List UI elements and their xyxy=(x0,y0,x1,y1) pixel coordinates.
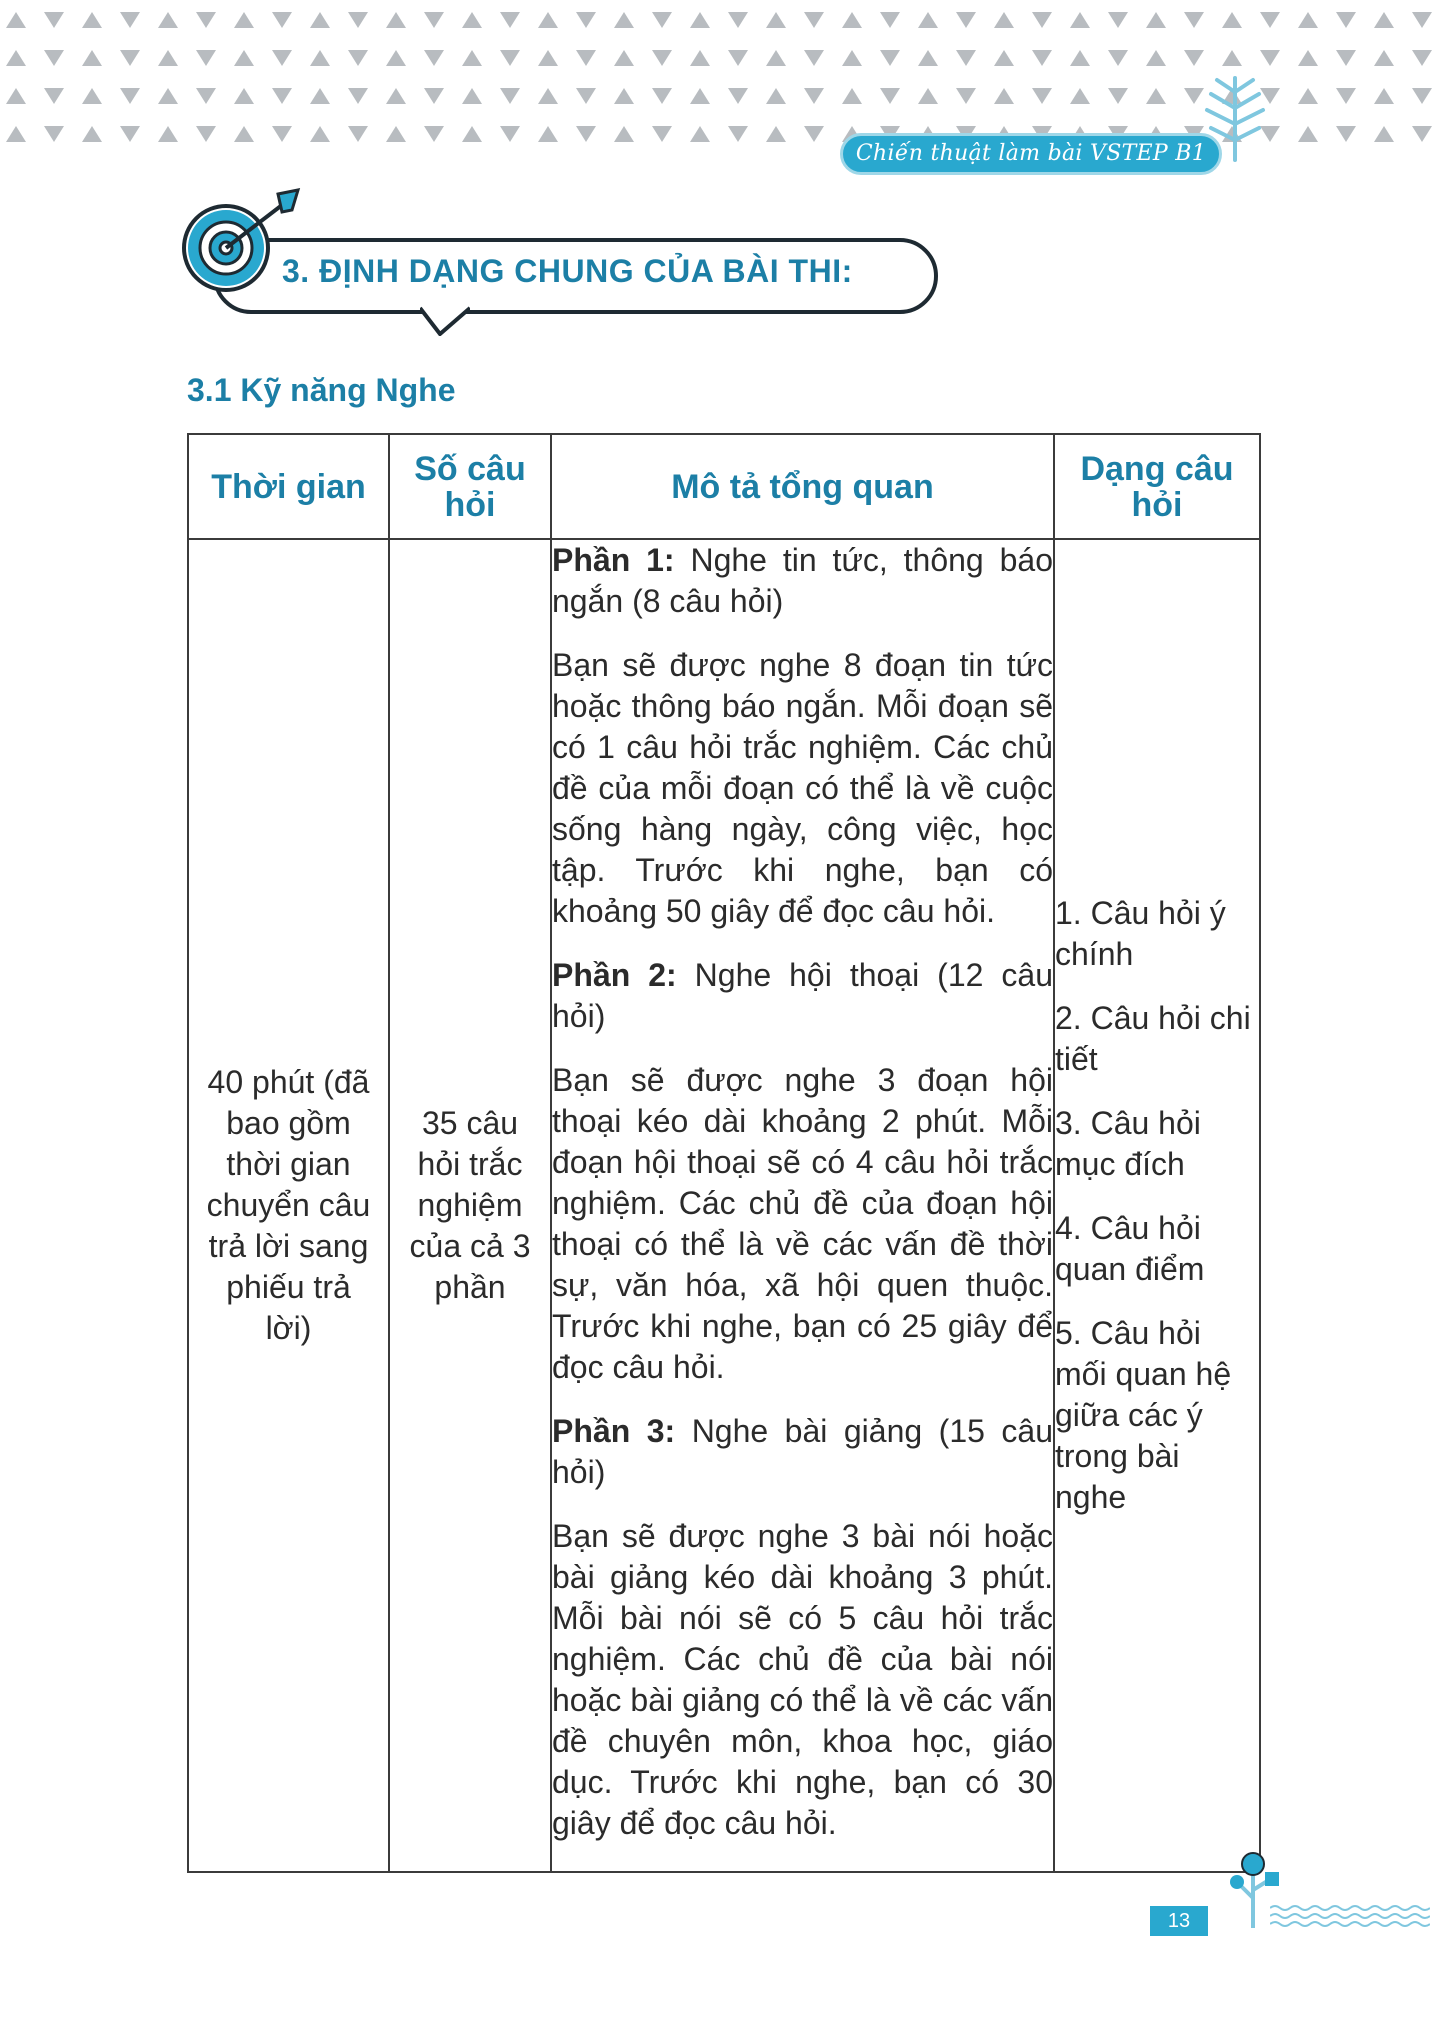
bubble-tail xyxy=(420,306,470,336)
overview-cell xyxy=(551,539,1054,1872)
header-question-count: Số câu hỏi xyxy=(389,434,551,539)
listening-format-table xyxy=(187,433,1261,1873)
question-type-item: 2. Câu hỏi chi tiết xyxy=(1055,1000,1251,1077)
question-type-item: 3. Câu hỏi mục đích xyxy=(1055,1105,1201,1182)
time-value: 40 phút (đã bao gồm thời gian chuyển câu trả lời sang phiếu trả lời) xyxy=(206,1064,371,1346)
part-1-description: Bạn sẽ được nghe 8 đoạn tin tức hoặc thông báo ngắn. Mỗi đoạn sẽ có 1 câu hỏi trắc nghiệm. Các chủ đề của mỗi đoạn có thể là về cuộc sống hàng ngày, công việc, học tập. Trước khi nghe, bạn có khoảng 50 giây để đọc câu hỏi. xyxy=(552,647,1053,929)
part-1-label: Phần 1: xyxy=(552,542,675,578)
header-question-types: Dạng câu hỏi xyxy=(1054,434,1260,539)
header-time: Thời gian xyxy=(188,434,389,539)
table-row xyxy=(188,539,1260,1872)
question-type-item: 5. Câu hỏi mối quan hệ giữa các ý trong bài nghe xyxy=(1055,1315,1232,1515)
part-3-label: Phần 3: xyxy=(552,1413,676,1449)
table-header-row xyxy=(188,434,1260,539)
wave-icon xyxy=(1270,1904,1430,1928)
question-count-value: 35 câu hỏi trắc nghiệm của cả 3 phần xyxy=(409,1105,531,1305)
question-type-item: 4. Câu hỏi quan điểm xyxy=(1055,1210,1205,1287)
subsection-title: 3.1 Kỹ năng Nghe xyxy=(187,372,456,408)
part-2-title: Nghe hội thoại (12 câu hỏi) xyxy=(552,957,1054,1034)
part-3-title: Nghe bài giảng (15 câu hỏi) xyxy=(552,1413,1054,1490)
part-3-description: Bạn sẽ được nghe 3 bài nói hoặc bài giảng kéo dài khoảng 3 phút. Mỗi bài nói sẽ có 5 câu hỏi trắc nghiệm. Các chủ đề của bài nói hoặc bài giảng có thể là về các vấn đề chuyên môn, khoa học, giáo dục. Trước khi nghe, bạn có 30 giây để đọc câu hỏi. xyxy=(552,1518,1053,1841)
time-cell xyxy=(188,539,389,1872)
part-1-heading xyxy=(552,540,1053,622)
part-2-label: Phần 2: xyxy=(552,957,677,993)
question-types-cell xyxy=(1054,539,1260,1872)
page-number: 13 xyxy=(1150,1906,1208,1936)
book-series-label: Chiến thuật làm bài VSTEP B1 xyxy=(840,133,1222,175)
section-title: 3. ĐỊNH DẠNG CHUNG CỦA BÀI THI: xyxy=(282,253,853,289)
part-3-heading xyxy=(552,1411,1053,1493)
part-2-description: Bạn sẽ được nghe 3 đoạn hội thoại kéo dài khoảng 2 phút. Mỗi đoạn hội thoại sẽ có 4 câu hỏi trắc nghiệm. Các chủ đề của đoạn hội thoại có thể là về các vấn đề thời sự, văn hóa, xã hội quen thuộc. Trước khi nghe, bạn có 25 giây để đọc câu hỏi. xyxy=(552,1062,1053,1385)
question-count-cell xyxy=(389,539,551,1872)
question-type-item: 1. Câu hỏi ý chính xyxy=(1055,895,1226,972)
part-1-title: Nghe tin tức, thông báo ngắn (8 câu hỏi) xyxy=(552,542,1053,619)
header-overview: Mô tả tổng quan xyxy=(551,434,1054,539)
part-2-heading xyxy=(552,955,1053,1037)
